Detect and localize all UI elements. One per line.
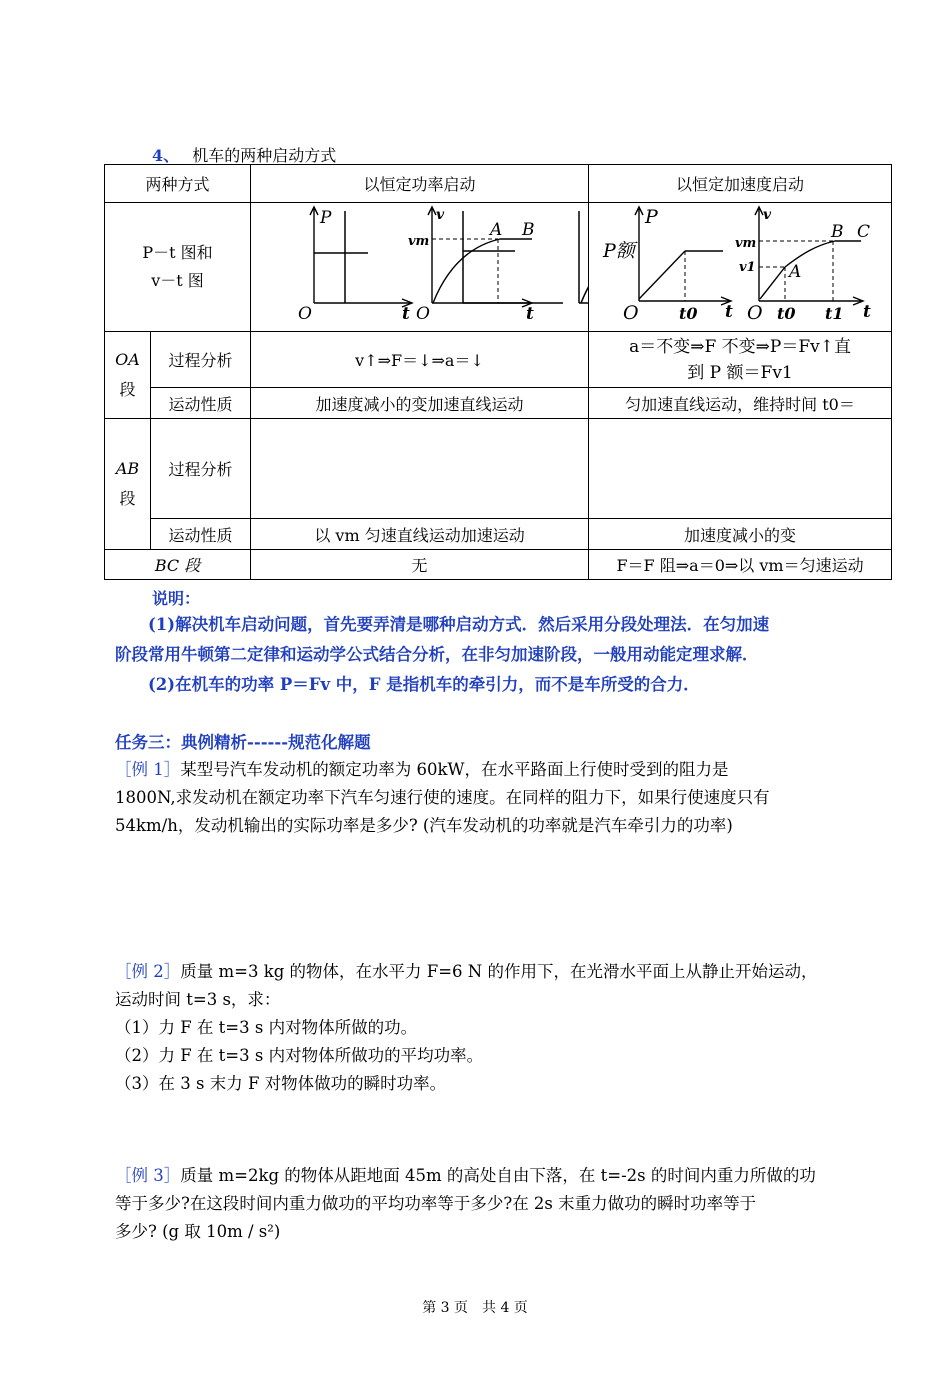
ab-power-nature: 以 vm 匀速直线运动加速运动 — [251, 519, 589, 550]
example-1-line2: 1800N,求发动机在额定功率下汽车匀速行使的速度。在同样的阻力下，如果行使速度只有 — [115, 788, 770, 807]
ab-accel-nature: 加速度减小的变 — [589, 519, 892, 550]
ab-power-process — [251, 419, 589, 519]
accel-origin-label-2: O — [747, 302, 763, 324]
oa-accel-process — [589, 332, 892, 388]
example-2-q2: （2）力 F 在 t=3 s 内对物体所做功的平均功率。 — [115, 1046, 484, 1065]
t1-label: t1 — [825, 304, 844, 323]
point-a-label: A — [490, 220, 503, 240]
oa-segment-label — [105, 332, 151, 419]
accel-graphs-overlay — [589, 203, 891, 327]
example-2-line2: 运动时间 t=3 s，求： — [115, 990, 281, 1009]
axis-label-t-1: t — [402, 304, 410, 324]
vm-label: vm — [408, 234, 430, 249]
accel-origin-label-1: O — [623, 302, 639, 324]
ab-nature-label: 运动性质 — [151, 519, 251, 550]
accel-axis-label-t-2: t — [863, 302, 871, 322]
axis-label-v: v — [436, 207, 445, 223]
accel-axis-label-v: v — [763, 207, 772, 223]
oa-accel-process-line1: a＝不变⇒F 不变⇒P＝Fv↑直 — [629, 336, 851, 357]
example-3-line1: 质量 m=2kg 的物体从距地面 45m 的高处自由下落，在 t=-2s 的时间内重力所做的功 — [180, 1166, 816, 1185]
accel-vm-label: vm — [735, 236, 757, 251]
ab-accel-process — [589, 419, 892, 519]
example-3-tag: ［例 3］ — [115, 1166, 181, 1185]
bc-segment-label: BC 段 — [105, 550, 251, 580]
example-2-q1: （1）力 F 在 t=3 s 内对物体所做的功。 — [115, 1018, 418, 1037]
example-1-tag: ［例 1］ — [115, 760, 181, 779]
axis-label-p: P — [320, 208, 332, 228]
example-3-line3: 多少? (g 取 10m / s²) — [115, 1222, 281, 1241]
note-paragraph-2: (2)在机车的功率 P＝Fv 中，F 是指机车的牵引力，而不是车所受的合力． — [148, 675, 700, 694]
header-constant-accel: 以恒定加速度启动 — [589, 165, 892, 203]
graph-label-pt: P－t 图和 — [142, 243, 213, 262]
axis-label-t-2: t — [526, 304, 534, 324]
graph-label-vt: v－t 图 — [151, 271, 204, 290]
accel-axis-label-t-1: t — [725, 302, 733, 322]
section-title: 机车的两种启动方式 — [192, 146, 337, 165]
accel-axis-label-p: P — [645, 206, 658, 228]
ab-segment-label — [105, 419, 151, 550]
bc-accel: F＝F 阻⇒a＝0⇒以 vm＝匀速运动 — [589, 550, 892, 580]
example-1 — [115, 756, 865, 840]
section-number: 4、 — [152, 146, 180, 165]
oa-process-label: 过程分析 — [151, 332, 251, 388]
example-2 — [115, 958, 865, 1098]
note-p1-line2: 阶段常用牛顿第二定律和运动学公式结合分析，在非匀加速阶段，一般用动能定理求解． — [115, 645, 759, 664]
oa-power-nature: 加速度减小的变加速直线运动 — [251, 388, 589, 419]
ab-process-label: 过程分析 — [151, 419, 251, 519]
page-footer: 第 3 页 共 4 页 — [422, 1300, 528, 1316]
point-b-label: B — [522, 220, 535, 240]
example-2-tag: ［例 2］ — [115, 962, 181, 981]
header-constant-power: 以恒定功率启动 — [251, 165, 589, 203]
example-2-line1: 质量 m=3 kg 的物体，在水平力 F=6 N 的作用下，在光滑水平面上从静止开始运动， — [180, 962, 818, 981]
oa-power-process: v↑⇒F＝↓⇒a＝↓ — [251, 332, 589, 388]
t0-label-1: t0 — [679, 304, 698, 323]
example-3 — [115, 1162, 865, 1246]
p-rated-label: P额 — [603, 240, 635, 262]
oa-nature-label: 运动性质 — [151, 388, 251, 419]
ab-label-suffix: 段 — [119, 489, 136, 508]
oa-accel-nature: 匀加速直线运动，维持时间 t0＝ — [589, 388, 892, 419]
example-1-line3: 54km/h，发动机输出的实际功率是多少? (汽车发动机的功率就是汽车牵引力的功率) — [115, 816, 733, 835]
t0-label-2: t0 — [777, 304, 796, 323]
origin-label-1: O — [298, 304, 312, 324]
origin-label-2: O — [416, 304, 430, 324]
example-3-line2: 等于多少?在这段时间内重力做功的平均功率等于多少?在 2s 末重力做功的瞬时功率等于 — [115, 1194, 757, 1213]
bc-power: 无 — [251, 550, 589, 580]
oa-label-suffix: 段 — [119, 380, 136, 399]
note-title: 说明： — [152, 589, 201, 608]
v1-label: v1 — [739, 260, 756, 275]
power-graphs-overlay — [250, 203, 588, 327]
header-methods: 两种方式 — [105, 165, 251, 203]
example-2-q3: （3）在 3 s 末力 F 对物体做功的瞬时功率。 — [115, 1074, 447, 1093]
accel-point-b-label: B — [831, 222, 844, 242]
task-title: 任务三：典例精析------规范化解题 — [115, 733, 371, 752]
oa-accel-process-line2: 到 P 额＝Fv1 — [687, 362, 793, 383]
oa-label: OA — [115, 350, 140, 369]
note-paragraph-1 — [115, 610, 875, 670]
ab-label: AB — [115, 459, 140, 478]
note-p1-line1: (1)解决机车启动问题，首先要弄清是哪种启动方式．然后采用分段处理法．在匀加速 — [148, 615, 770, 634]
section-heading — [152, 143, 336, 166]
graph-row-label — [105, 203, 251, 332]
accel-point-c-label: C — [857, 222, 871, 242]
example-1-line1: 某型号汽车发动机的额定功率为 60kW，在水平路面上行使时受到的阻力是 — [180, 760, 729, 779]
accel-point-a-label: A — [789, 262, 802, 282]
